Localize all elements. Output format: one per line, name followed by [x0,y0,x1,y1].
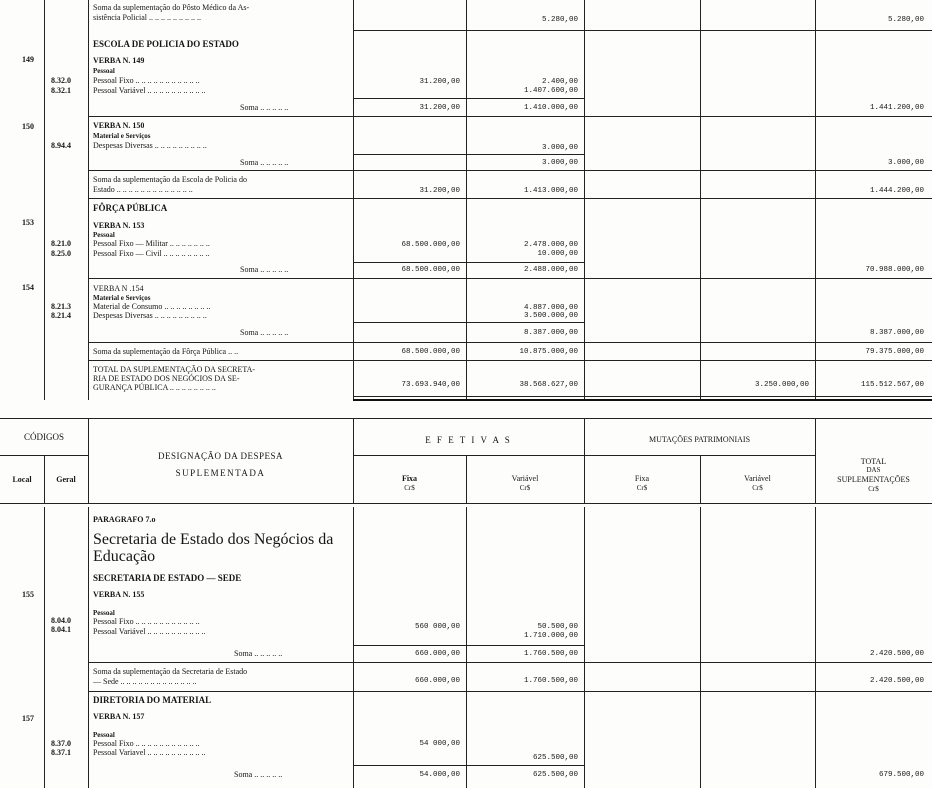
item-desc: Material de Consumo .. .. .. .. .. .. .. .. [93,302,211,311]
supl-escola-total: 1.444.200,00 [869,187,924,195]
total-seg-fixa: 73.693.940,00 [401,381,460,389]
rule [88,116,932,117]
geral-code: 8.04.0 [51,616,71,625]
item-variavel: 10.000,00 [537,250,578,258]
item-variavel: 3.500.000,00 [523,312,578,320]
item-variavel: 2.478.000,00 [523,241,578,249]
rule [88,360,932,361]
verba-150-sub: Material e Serviços [93,132,151,140]
soma-total: 70.988.000,00 [865,266,924,274]
item-desc: Pessoal Fixo .. .. .. .. .. .. .. .. .. .. .. [93,76,200,85]
verba-150-title: VERBA N. 150 [93,121,145,130]
bot-rule-fixa [466,507,467,788]
soma-label: Soma .. .. .. .. .. [240,328,289,337]
rule [88,170,932,171]
soma-fixa: 660.000,00 [414,650,460,658]
item-variavel: 50.500,00 [537,623,578,631]
top-rule-variavel [584,0,585,400]
rule [88,342,932,343]
hdr-codigos: CÓDIGOS [23,432,64,442]
soma-variavel: 625.500,00 [532,771,578,779]
soma-label: Soma .. .. .. .. .. [234,649,283,658]
hdr-mutacoes: MUTAÇÕES PATRIMONIAIS [648,435,751,444]
rule [353,262,584,263]
rule [88,278,932,279]
top-rule-geral [88,0,89,400]
supl-sede-line1: Soma da suplementação da Secretaria de Estado [93,667,248,676]
geral-code: 8.37.0 [51,739,71,748]
local-153: 153 [22,218,34,227]
rule [353,765,584,766]
heading-forca: FÔRÇA PÚBLICA [93,203,168,213]
total-seg-mut-var: 3.250.000,00 [754,381,809,389]
local-155: 155 [22,590,34,599]
rule [88,691,932,692]
supl-sede-variavel: 1.760.500,00 [523,677,578,685]
item-desc: Pessoal Fixo — Militar .. .. .. .. .. .. .. [93,239,210,248]
item-desc: Pessoal Variável .. .. .. .. .. .. .. .. .. .. [93,627,206,636]
verba-155-title: VERBA N. 155 [93,590,145,599]
supl-sede-line2: — Sede .. .. .. .. .. .. .. .. .. .. .. .. .. [93,677,197,686]
supl-forca-line1: Soma da suplementação da Fôrça Pública .. .. [93,347,239,356]
hdr-fixa: Fixa [401,474,418,483]
supl-escola-fixa: 31.200,00 [419,187,460,195]
rule [353,154,584,155]
rule [88,662,932,663]
hdr-variavel: Variável [511,474,539,483]
soma-total: 3.000,00 [887,159,924,167]
geral-code: 8.37.1 [51,748,71,757]
soma-variavel: 1.410.000,00 [523,104,578,112]
hdr-total-1: TOTAL [860,457,887,466]
total-seg-line3: GURANÇA PÚBLICA .. .. .. .. .. .. .. .. [93,383,216,392]
local-150: 150 [22,122,34,131]
verba-157-sub: Pessoal [93,731,115,739]
item-variavel: 2.400,00 [541,78,578,86]
verba-149-sub: Pessoal [93,67,115,75]
soma-fixa: 68.500.000,00 [401,266,460,274]
hdr-efetivas: E F E T I V A S [425,435,512,445]
supl-posto-line1: Soma da suplementação do Pôsto Médico da As- [93,3,250,12]
soma-total: 679.500,00 [878,771,924,779]
supl-sede-total: 2.420.500,00 [869,677,924,685]
total-seg-total: 115.512.567,00 [860,381,924,389]
verba-149-title: VERBA N. 149 [93,56,145,65]
heading-material: DIRETORIA DO MATERIAL [93,695,212,705]
local-154: 154 [22,283,34,292]
soma-label: Soma .. .. .. .. .. [240,103,289,112]
verba-155-sub: Pessoal [93,609,115,617]
bot-rule-designacao [353,507,354,788]
item-desc: Pessoal Fixo — Civil .. .. .. .. .. .. .. .. [93,249,210,258]
total-seg-line2: RIA DE ESTADO DOS NEGÓCIOS DA SE- [93,374,240,383]
verba-157-title: VERBA N. 157 [93,712,145,721]
soma-variavel: 1.760.500,00 [523,650,578,658]
geral-code: 8.21.4 [51,311,71,320]
soma-total: 8.387.000,00 [869,329,924,337]
verba-154-title: VERBA N .154 [93,284,144,293]
hdr-variavel-cr: Cr$ [519,484,531,492]
top-rule-designacao [353,0,354,400]
hdr-efetivas-rule [353,455,815,456]
hdr-total-2: DAS [866,466,881,474]
geral-code: 8.25.0 [51,249,71,258]
soma-fixa: 31.200,00 [419,104,460,112]
top-rule-fixa [466,0,467,400]
soma-total: 1.441.200,00 [869,104,924,112]
rule [353,30,932,31]
verba-153-title: VERBA N. 153 [93,221,145,230]
supl-escola-variavel: 1.413.000,00 [523,187,578,195]
secretaria-title: Secretaria de Estado dos Negócios da Educação [93,531,334,565]
item-variavel: 625.500,00 [532,754,578,762]
top-rule-local [44,0,45,400]
item-desc: Pessoal Fixo .. .. .. .. .. .. .. .. .. .. .. [93,617,200,626]
bot-rule-mfixa [700,507,701,788]
rule [353,645,584,646]
hdr-designacao-1: DESIGNAÇÃO DA DESPESA [157,451,283,461]
hdr-total-3: SUPLEMENTAÇÕES [837,475,910,484]
supl-posto-variavel: 5.280,00 [541,16,578,24]
supl-escola-line2: Estado .. .. .. .. .. .. .. .. .. .. .. .. .. [93,185,193,194]
heading-sede: SECRETARIA DE ESTADO — SEDE [93,573,242,583]
item-variavel: 3.000,00 [541,144,578,152]
hdr-mvariavel: Variável [744,474,771,483]
item-variavel: 1.710.000,00 [523,632,578,640]
item-variavel: 4.887.000,00 [523,304,578,312]
top-rule-mfixa [700,0,701,400]
soma-variavel: 2.488.000,00 [523,266,578,274]
soma-label: Soma .. .. .. .. .. [234,770,283,779]
top-rule-mvar [815,0,816,400]
hdr-codigos-rule [0,455,88,456]
hdr-geral: Geral [56,475,76,484]
total-seg-variavel: 38.568.627,00 [519,381,578,389]
supl-forca-total: 79.375.000,00 [865,348,924,356]
geral-code: 8.21.3 [51,302,71,311]
geral-code: 8.32.0 [51,76,71,85]
soma-variavel: 8.387.000,00 [523,329,578,337]
hdr-designacao-2: SUPLEMENTADA [175,468,266,478]
geral-code: 8.04.1 [51,625,71,634]
hdr-local: Local [12,475,32,484]
header-bottom-rule [0,503,932,504]
item-desc: Despesas Diversas .. .. .. .. .. .. .. .. .. [93,141,207,150]
geral-code: 8.94.4 [51,141,71,150]
hdr-mfixa-cr: Cr$ [636,484,648,492]
verba-154-sub: Material e Serviços [93,294,151,302]
supl-posto-line2: sistência Policial .. .. .. .. .. .. .. .. .. [93,13,201,22]
geral-code: 8.32.1 [51,86,71,95]
hdr-fixa-cr: Cr$ [404,484,415,492]
item-desc: Despesas Diversas .. .. .. .. .. .. .. .. .. [93,311,207,320]
soma-variavel: 3.000,00 [541,159,578,167]
hdr-mfixa: Fixa [634,474,650,483]
bot-rule-variavel [584,507,585,788]
rule [353,322,584,323]
supl-posto-total: 5.280,00 [887,16,924,24]
item-desc: Pessoal Variavel .. .. .. .. .. .. .. .. .. .. [93,748,206,757]
item-fixa: 68.500.000,00 [401,241,460,249]
rule [88,198,932,199]
local-149: 149 [22,55,34,64]
soma-fixa: 54.000,00 [419,771,460,779]
item-fixa: 31.200,00 [419,78,460,86]
supl-escola-line1: Soma da suplementação da Escola de Policia do [93,175,247,184]
heading-escola: ESCOLA DE POLICIA DO ESTADO [93,39,239,49]
item-variavel: 1.407.600,00 [523,87,578,95]
local-157: 157 [22,714,34,723]
soma-label: Soma .. .. .. .. .. [240,265,289,274]
bot-rule-mvar [815,507,816,788]
header-top-rule [0,418,932,419]
soma-total: 2.420.500,00 [869,650,924,658]
hdr-mvariavel-cr: Cr$ [752,484,763,492]
supl-sede-fixa: 660.000,00 [414,677,460,685]
total-seg-line1: TOTAL DA SUPLEMENTAÇÃO DA SECRETA- [93,365,256,374]
rule [353,396,932,397]
hdr-total-cr: Cr$ [868,485,879,493]
geral-code: 8.21.0 [51,239,71,248]
item-desc: Pessoal Variável .. .. .. .. .. .. .. .. .. .. [93,86,206,95]
rule-double [353,399,932,401]
bot-rule-geral [88,507,89,788]
paragrafo: PARAGRAFO 7.o [93,515,156,524]
verba-153-sub: Pessoal [93,231,115,239]
item-fixa: 560 000,00 [414,623,460,631]
item-fixa: 54 000,00 [419,740,460,748]
supl-forca-variavel: 10.875.000,00 [519,348,578,356]
rule [353,98,584,99]
item-desc: Pessoal Fixo .. .. .. .. .. .. .. .. .. .. .. [93,739,200,748]
bot-rule-local [44,507,45,788]
soma-label: Soma .. .. .. .. .. [240,158,289,167]
supl-forca-fixa: 68.500.000,00 [401,348,460,356]
